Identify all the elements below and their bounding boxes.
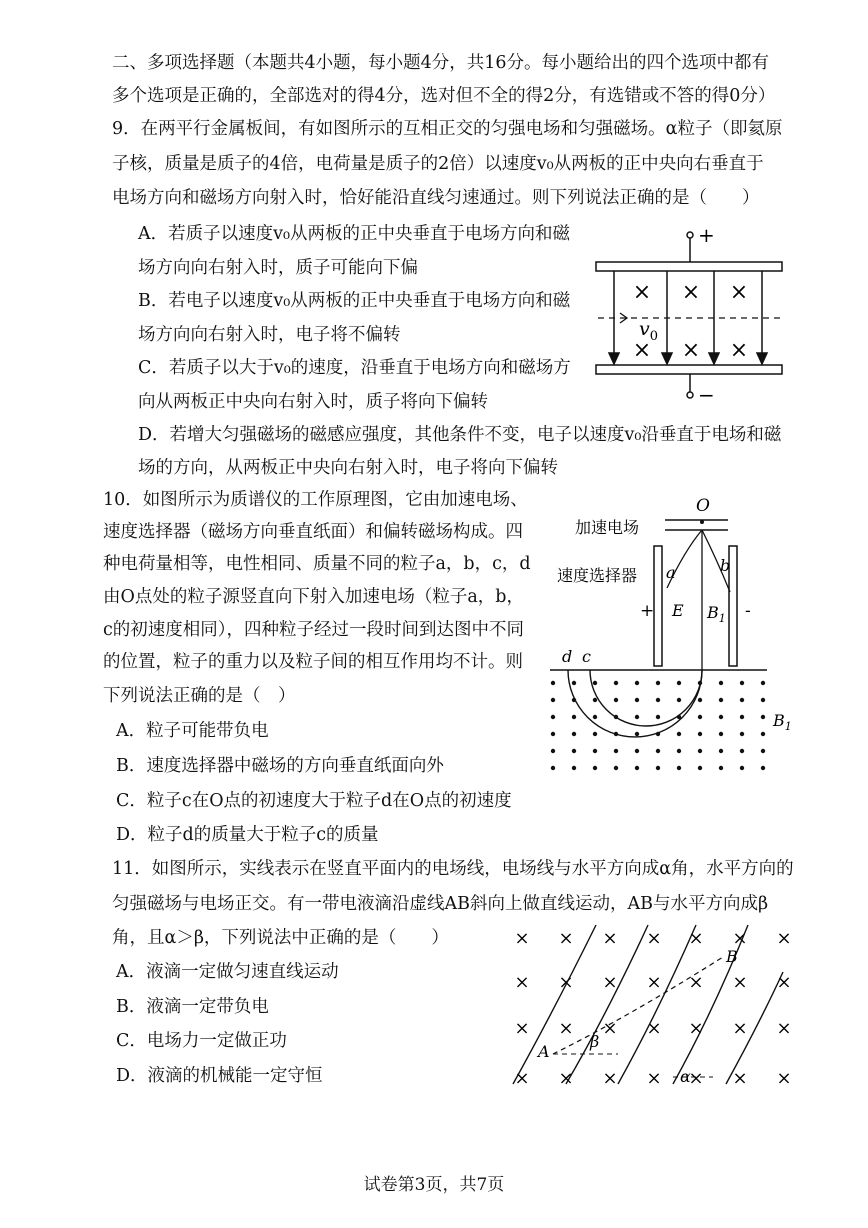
field-cross: × [688, 928, 704, 949]
field-dot [698, 681, 702, 685]
field-dot [551, 749, 555, 753]
field-dot [593, 681, 597, 685]
field-dot [593, 698, 597, 702]
field-dot [698, 766, 702, 770]
field-cross: × [514, 972, 530, 993]
field-cross: × [558, 972, 574, 993]
field-dot [740, 715, 744, 719]
q10-stem-line-5: c的初速度相同），四种粒子经过一段时间到达图中不同 [103, 620, 525, 640]
field-dot [761, 766, 765, 770]
svg-text:×: × [681, 280, 701, 305]
field-dot [593, 732, 597, 736]
field-dot [677, 715, 681, 719]
q9-option-d-line-1: D．若增大匀强磁场的磁感应强度，其他条件不变，电子以速度v₀沿垂直于电场和磁 [138, 425, 782, 445]
q9-option-c-line-1: C．若质子以大于v₀的速度，沿垂直于电场方向和磁场方 [138, 358, 571, 378]
field-dot [677, 749, 681, 753]
field-cross: × [688, 1068, 704, 1089]
q9-option-a-line-2: 场方向向右射入时，质子可能向下偏 [138, 258, 418, 278]
field-dot [551, 715, 555, 719]
field-cross: × [514, 1068, 530, 1089]
section-header-line-1: 二、多项选择题（本题共4小题，每小题4分，共16分。每小题给出的四个选项中都有 [112, 53, 770, 73]
field-cross: × [732, 1018, 748, 1039]
q9-stem-line-1: 9．在两平行金属板间，有如图所示的互相正交的匀强电场和匀强磁场。α粒子（即氦原 [112, 119, 783, 139]
field-dot [698, 698, 702, 702]
q10-b1-out-label: $B_1$ [773, 711, 792, 733]
q11-option-d: D．液滴的机械能一定守恒 [116, 1066, 323, 1086]
field-cross: × [776, 1018, 792, 1039]
field-dot [740, 732, 744, 736]
field-cross: × [688, 1018, 704, 1039]
field-cross: × [558, 1018, 574, 1039]
q9-option-b-line-2: 场方向向右射入时，电子将不偏转 [138, 325, 401, 345]
q10-option-a: A．粒子可能带负电 [116, 721, 269, 741]
field-cross: × [776, 972, 792, 993]
q11-option-a: A．液滴一定做匀速直线运动 [116, 962, 339, 982]
q11-stem-line-2: 匀强磁场与电场正交。有一带电液滴沿虚线AB斜向上做直线运动，AB与水平方向成β [112, 894, 769, 914]
svg-text:×: × [632, 280, 652, 305]
q9-option-a-line-1: A．若质子以速度v₀从两板的正中央垂直于电场方向和磁 [138, 224, 571, 244]
q10-option-c: C．粒子c在O点的初速度大于粒子d在O点的初速度 [116, 791, 512, 811]
field-cross: × [732, 972, 748, 993]
field-dot [719, 766, 723, 770]
field-dot [656, 698, 660, 702]
q10-selector-label: 速度选择器 [557, 566, 638, 585]
field-cross: × [688, 972, 704, 993]
field-dot [656, 681, 660, 685]
q9-stem-line-2: 子核，质量是质子的4倍，电荷量是质子的2倍）以速度v₀从两板的正中央向右垂直于 [112, 154, 764, 174]
q9-option-c-line-2: 向从两板正中央向右射入时，质子将向下偏转 [138, 392, 488, 412]
q10-figure [545, 490, 800, 775]
field-dot [635, 698, 639, 702]
q9-top-plate [596, 262, 782, 271]
field-dot [614, 698, 618, 702]
q11-figure [508, 922, 803, 1097]
field-dot [614, 715, 618, 719]
q9-stem-line-3: 电场方向和磁场方向射入时，恰好能沿直线匀速通过。则下列说法正确的是（ ） [112, 188, 760, 208]
q9-option-b-line-1: B．若电子以速度v₀从两板的正中央垂直于电场方向和磁 [138, 291, 571, 311]
field-dot [614, 766, 618, 770]
q11-option-c: C．电场力一定做正功 [116, 1031, 287, 1051]
field-dot [698, 732, 702, 736]
q10-b1-label: $B_1$ [707, 603, 726, 625]
q10-a-label: a [666, 563, 676, 582]
q10-stem-line-7: 下列说法正确的是（ ） [103, 686, 296, 706]
q9-bottom-plate [596, 365, 782, 374]
q10-plus-label: + [640, 601, 655, 621]
q10-stem-line-3: 种电荷量相等，电性相同、质量不同的粒子a，b，c，d [103, 554, 531, 574]
q9-figure [590, 222, 790, 407]
q10-e-label: E [672, 601, 684, 620]
field-cross: × [514, 1018, 530, 1039]
field-dot [572, 766, 576, 770]
field-dot [572, 715, 576, 719]
field-dot [656, 715, 660, 719]
field-dot [740, 681, 744, 685]
q10-stem-line-2: 速度选择器（磁场方向垂直纸面）和偏转磁场构成。四 [103, 522, 523, 542]
field-dot [572, 681, 576, 685]
field-dot [656, 732, 660, 736]
field-cross: × [646, 1068, 662, 1089]
field-dot [698, 715, 702, 719]
field-dot [761, 681, 765, 685]
q9-minus-label: − [698, 383, 715, 407]
svg-text:×: × [729, 280, 749, 305]
q10-minus-label: - [745, 601, 751, 621]
q11-b-label: B [726, 947, 738, 966]
field-dot [677, 681, 681, 685]
q10-accel-label: 加速电场 [575, 518, 640, 537]
field-cross: × [646, 972, 662, 993]
field-cross: × [646, 928, 662, 949]
q10-stem-line-4: 由O点处的粒子源竖直向下射入加速电场（粒子a，b， [103, 587, 524, 607]
field-dot [614, 749, 618, 753]
field-dot [698, 749, 702, 753]
field-dot [551, 732, 555, 736]
field-dot [761, 732, 765, 736]
q10-path-c [590, 670, 702, 726]
field-cross: × [732, 928, 748, 949]
field-dot [761, 715, 765, 719]
q10-option-b: B．速度选择器中磁场的方向垂直纸面向外 [116, 756, 444, 776]
field-cross: × [558, 1068, 574, 1089]
q10-d-label: d [562, 647, 573, 666]
field-dot [551, 698, 555, 702]
field-cross: × [602, 928, 618, 949]
q10-path-d [568, 670, 702, 737]
field-dot [572, 749, 576, 753]
svg-text:×: × [729, 338, 749, 363]
q11-alpha-label: α [680, 1067, 691, 1086]
field-dot [614, 732, 618, 736]
q9-option-d-line-2: 场的方向，从两板正中央向右射入时，电子将向下偏转 [138, 458, 558, 478]
field-dot [593, 749, 597, 753]
field-dot [719, 749, 723, 753]
q10-stem-line-1: 10．如图所示为质谱仪的工作原理图，它由加速电场、 [103, 490, 528, 510]
field-dot [740, 766, 744, 770]
field-dot [719, 681, 723, 685]
field-cross: × [776, 1068, 792, 1089]
field-dot [719, 715, 723, 719]
q10-stem-line-6: 的位置，粒子的重力以及粒子间的相互作用均不计。则 [103, 652, 523, 672]
q9-plus-label: + [698, 223, 715, 247]
field-dot [551, 766, 555, 770]
field-cross: × [776, 928, 792, 949]
field-dot [551, 681, 555, 685]
q10-b-label: b [720, 556, 731, 575]
field-cross: × [646, 1018, 662, 1039]
field-dot [677, 766, 681, 770]
q9-magnetic-field-crosses [633, 280, 748, 363]
field-dot [593, 715, 597, 719]
q11-magnetic-field-crosses [514, 928, 791, 1089]
field-dot [719, 698, 723, 702]
q10-left-plate [654, 546, 662, 666]
q10-c-label: c [582, 647, 591, 666]
field-dot [740, 698, 744, 702]
field-cross: × [602, 1068, 618, 1089]
field-dot [656, 766, 660, 770]
q11-a-label: A [538, 1042, 550, 1061]
field-dot [614, 681, 618, 685]
field-dot [740, 749, 744, 753]
page-footer: 试卷第3页，共7页 [363, 1175, 505, 1195]
field-cross: × [558, 928, 574, 949]
q11-stem-line-1: 11．如图所示，实线表示在竖直平面内的电场线，电场线与水平方向成α角，水平方向的 [112, 859, 794, 879]
field-dot [635, 732, 639, 736]
field-cross: × [732, 1068, 748, 1089]
field-dot [719, 732, 723, 736]
field-dot [635, 749, 639, 753]
svg-text:×: × [632, 338, 652, 363]
field-dot [635, 681, 639, 685]
q11-option-b: B．液滴一定带负电 [116, 997, 269, 1017]
q11-beta-label: β [590, 1032, 600, 1051]
section-header-line-2: 多个选项是正确的，全部选对的得4分，选对但不全的得2分，有选错或不答的得0分） [112, 86, 776, 106]
field-dot [635, 766, 639, 770]
field-dot [761, 698, 765, 702]
field-dot [572, 732, 576, 736]
field-dot [593, 766, 597, 770]
field-dot [572, 698, 576, 702]
field-dot [677, 698, 681, 702]
field-dot [761, 749, 765, 753]
field-cross: × [602, 972, 618, 993]
q10-o-label: O [696, 496, 710, 516]
svg-text:×: × [681, 338, 701, 363]
q9-v0-label: $v_0$ [639, 318, 659, 344]
field-dot [656, 749, 660, 753]
field-dot [635, 715, 639, 719]
q11-stem-line-3: 角，且α＞β，下列说法中正确的是（ ） [112, 928, 449, 948]
field-cross: × [514, 928, 530, 949]
q10-option-d: D．粒子d的质量大于粒子c的质量 [116, 825, 379, 845]
field-cross: × [602, 1018, 618, 1039]
field-dot [677, 732, 681, 736]
